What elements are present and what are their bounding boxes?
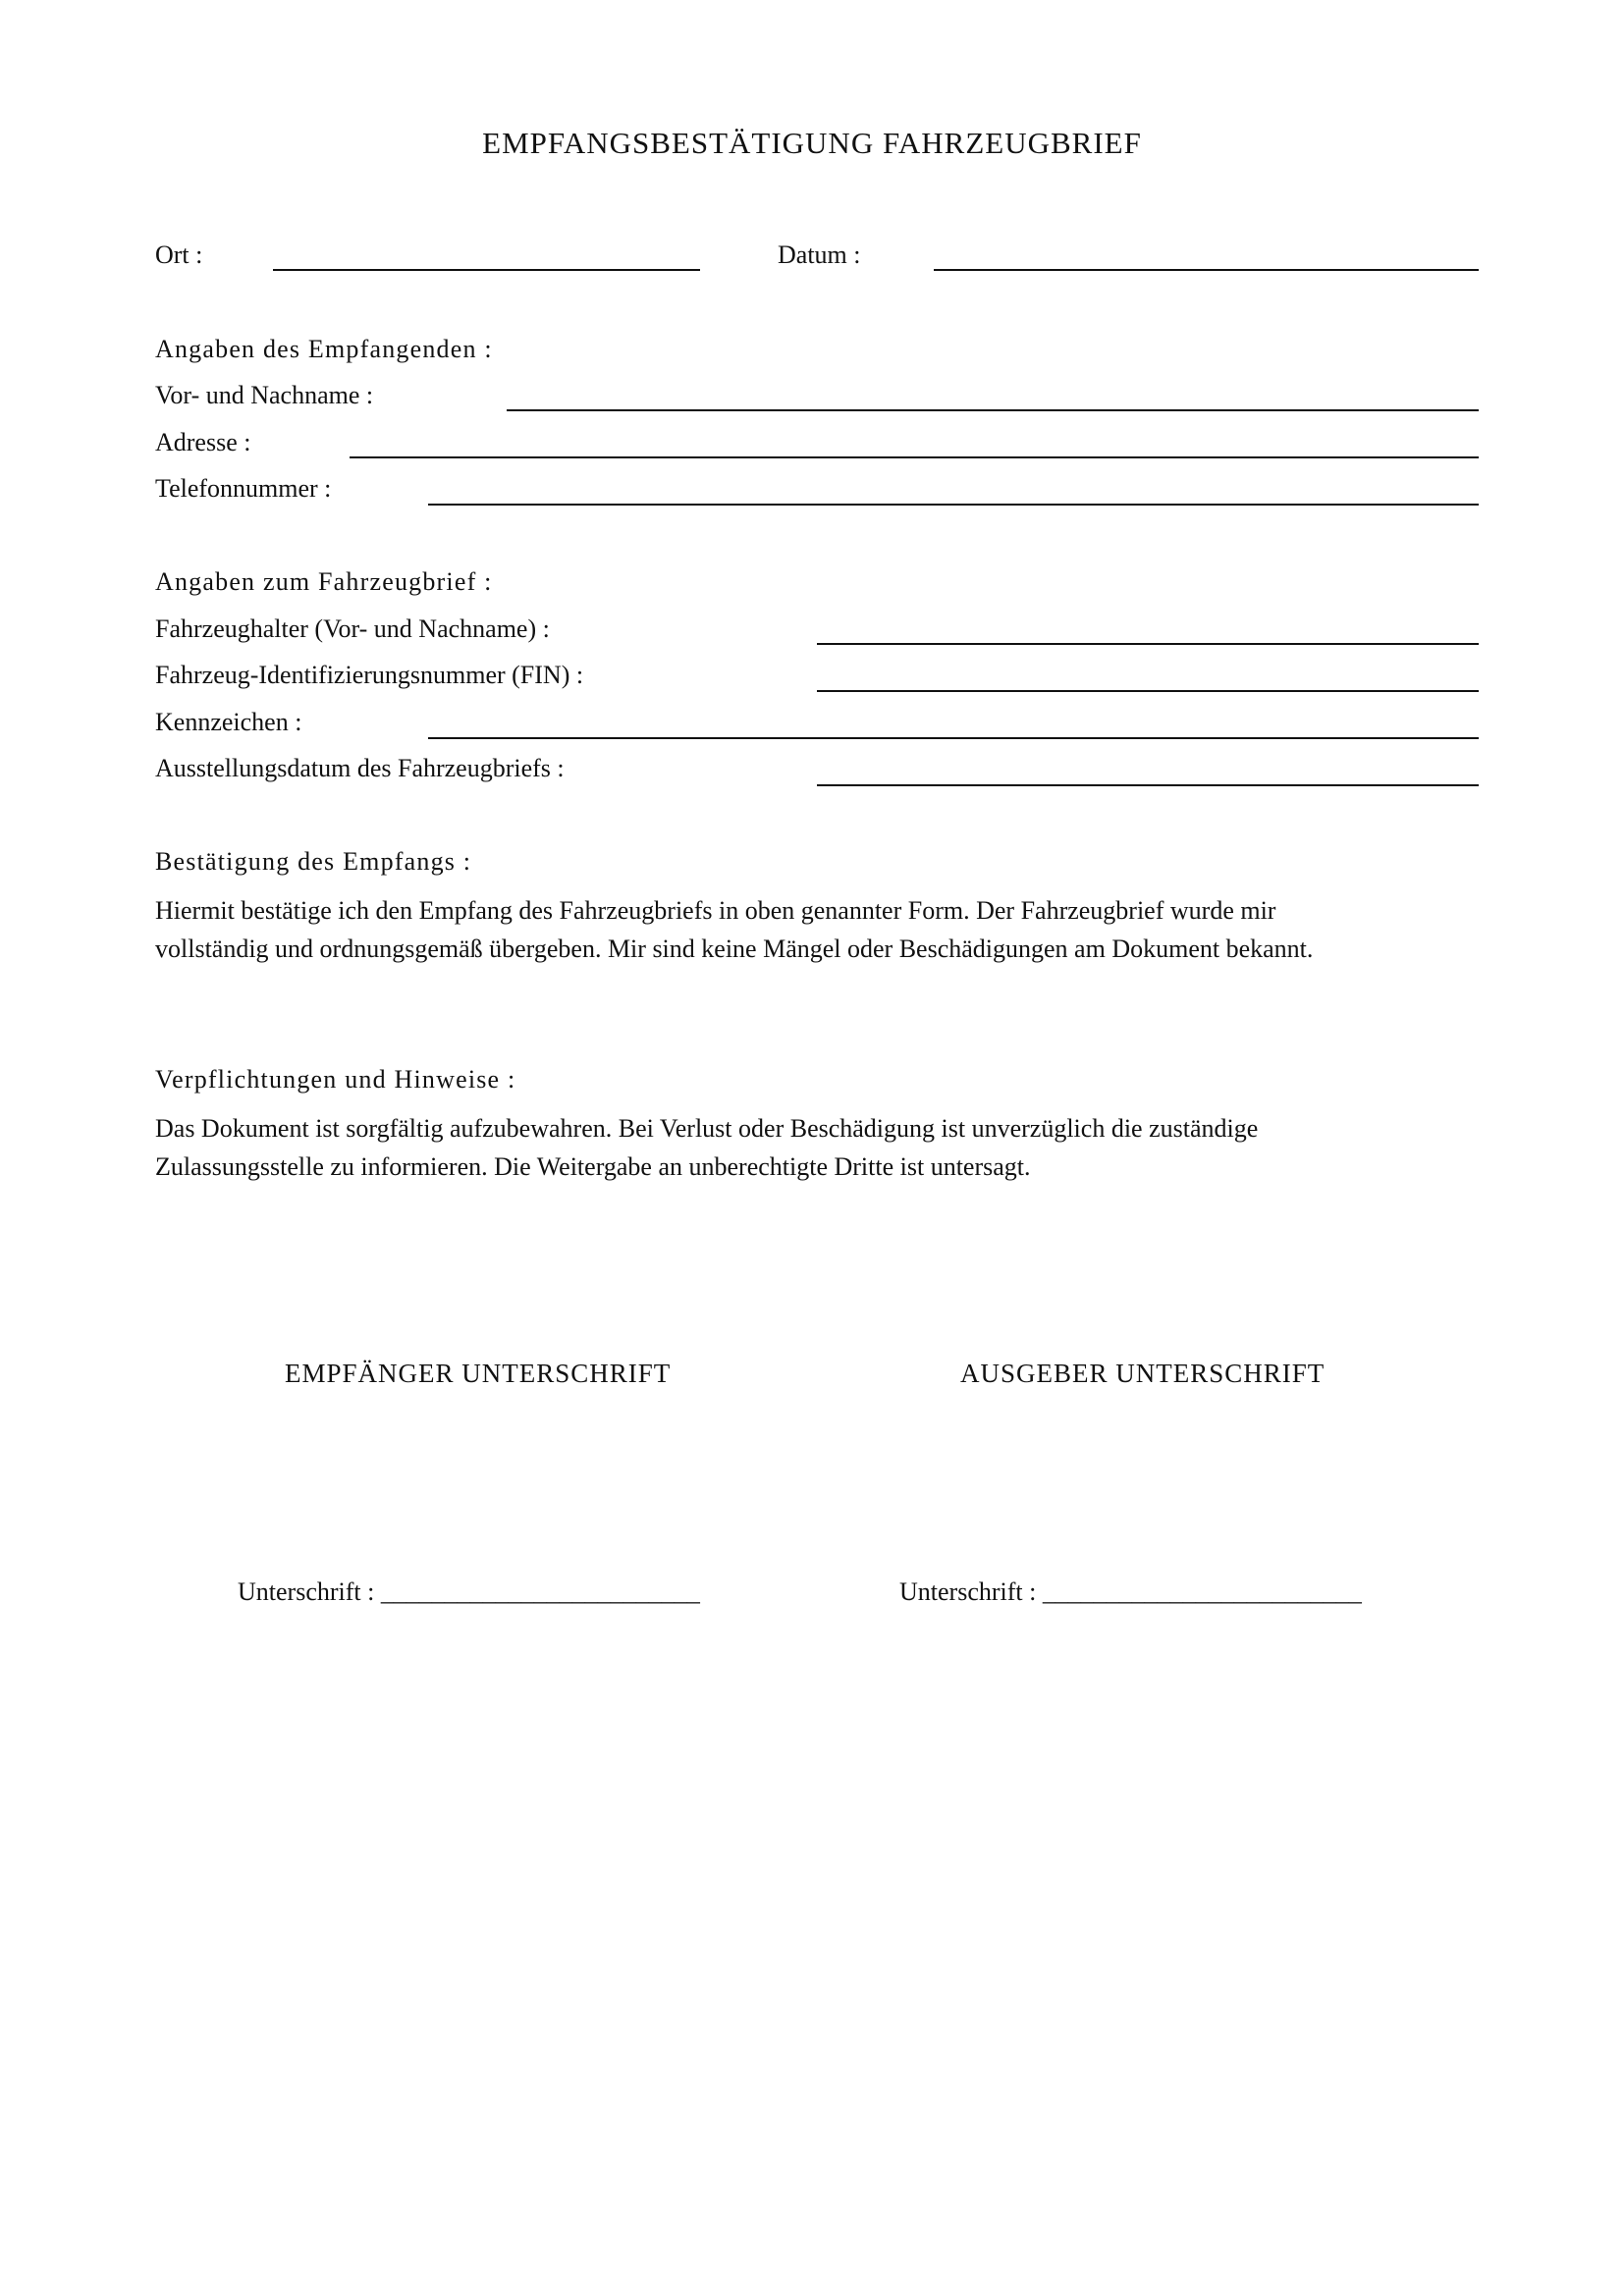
issuer-signature-line[interactable]: Unterschrift : _________________________ (899, 1577, 1362, 1606)
recipient-phone-field-line[interactable] (428, 504, 1479, 506)
obligations-line: Das Dokument ist sorgfältig aufzubewahren. Bei Verlust oder Beschädigung ist unverzüglich die zuständige (155, 1114, 1259, 1143)
recipient-section-heading: Angaben des Empfangenden : (155, 335, 493, 363)
obligations-line: Zulassungsstelle zu informieren. Die Weitergabe an unberechtigte Dritte ist untersagt. (155, 1152, 1031, 1181)
ort-field-line[interactable] (273, 269, 700, 271)
recipient-name-field-line[interactable] (507, 409, 1479, 411)
document-title: EMPFANGSBESTÄTIGUNG FAHRZEUGBRIEF (482, 126, 1142, 160)
vehicle-vin-field-line[interactable] (817, 690, 1479, 692)
recipient-signature-line[interactable]: Unterschrift : _________________________ (238, 1577, 700, 1606)
confirmation-paragraph (155, 891, 1490, 968)
confirmation-line: Hiermit bestätige ich den Empfang des Fahrzeugbriefs in oben genannter Form. Der Fahrzeugbrief wurde mir (155, 896, 1276, 925)
recipient-address-field-line[interactable] (350, 456, 1479, 458)
obligations-paragraph (155, 1109, 1490, 1186)
obligations-section-heading: Verpflichtungen und Hinweise : (155, 1065, 516, 1094)
vehicle-holder-label: Fahrzeughalter (Vor- und Nachname) : (155, 614, 550, 643)
issuer-signature-heading: AUSGEBER UNTERSCHRIFT (960, 1359, 1326, 1388)
confirmation-section-heading: Bestätigung des Empfangs : (155, 847, 472, 876)
recipient-phone-label: Telefonnummer : (155, 474, 332, 503)
vehicle-plate-field-line[interactable] (428, 737, 1479, 739)
vehicle-issue-date-field-line[interactable] (817, 784, 1479, 786)
recipient-address-label: Adresse : (155, 428, 251, 456)
recipient-name-label: Vor- und Nachname : (155, 381, 374, 409)
datum-label: Datum : (778, 240, 861, 269)
vehicle-plate-label: Kennzeichen : (155, 708, 302, 736)
vehicle-issue-date-label: Ausstellungsdatum des Fahrzeugbriefs : (155, 754, 565, 782)
ort-label: Ort : (155, 240, 203, 269)
recipient-signature-heading: EMPFÄNGER UNTERSCHRIFT (285, 1359, 672, 1388)
vehicle-vin-label: Fahrzeug-Identifizierungsnummer (FIN) : (155, 661, 584, 689)
vehicle-section-heading: Angaben zum Fahrzeugbrief : (155, 567, 493, 596)
confirmation-line: vollständig und ordnungsgemäß übergeben. Mir sind keine Mängel oder Beschädigungen am Dokument bekannt. (155, 934, 1314, 963)
datum-field-line[interactable] (934, 269, 1479, 271)
vehicle-holder-field-line[interactable] (817, 643, 1479, 645)
